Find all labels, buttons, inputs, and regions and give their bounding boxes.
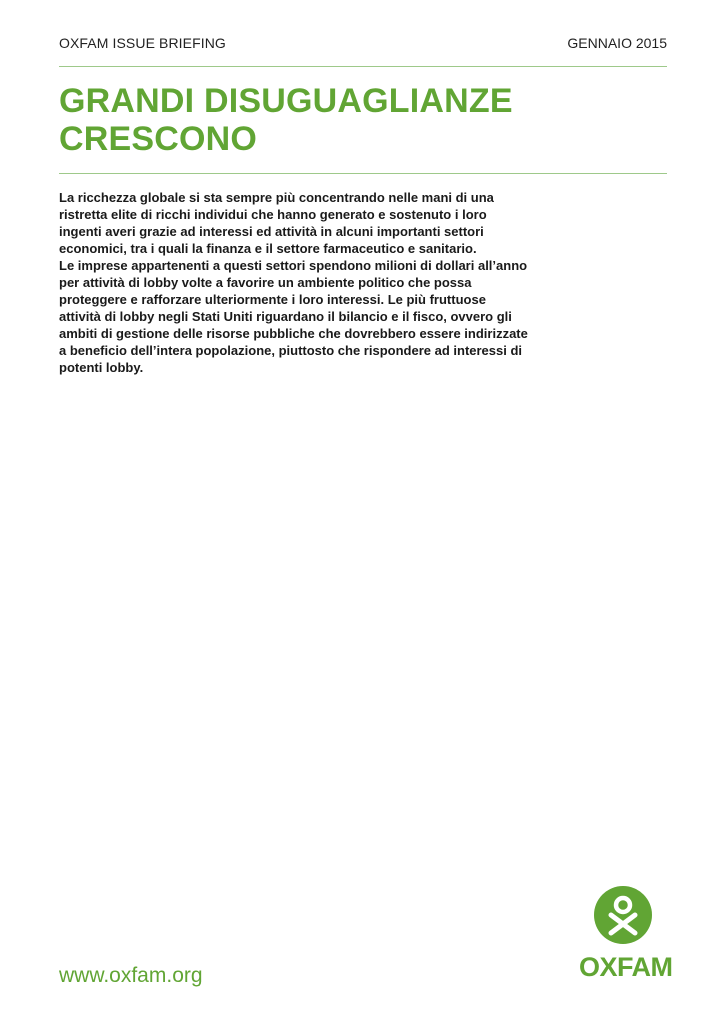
title-line-1: GRANDI DISUGUAGLIANZE	[59, 82, 513, 120]
summary-line: ristretta elite di ricchi individui che hanno generato e sostenuto i loro	[59, 207, 487, 222]
summary-line: Le imprese appartenenti a questi settori spendono milioni di dollari all’anno	[59, 258, 528, 273]
summary-paragraph	[59, 189, 559, 376]
summary-line: potenti lobby.	[59, 360, 144, 375]
summary-line: a beneficio dell’intera popolazione, piuttosto che rispondere ad interessi di	[59, 343, 523, 358]
summary-line: La ricchezza globale si sta sempre più concentrando nelle mani di una	[59, 190, 494, 205]
summary-line: ingenti averi grazie ad interessi ed attività in alcuni importanti settori	[59, 224, 484, 239]
summary-line: attività di lobby negli Stati Uniti riguardano il bilancio e il fisco, ovvero gli	[59, 309, 512, 324]
publication-date: GENNAIO 2015	[567, 35, 667, 51]
title-divider	[59, 173, 667, 174]
top-divider	[59, 66, 667, 67]
website-link[interactable]: www.oxfam.org	[59, 964, 203, 987]
summary-line: proteggere e rafforzare ulteriormente i loro interessi. Le più fruttuose	[59, 292, 486, 307]
summary-line: economici, tra i quali la finanza e il settore farmaceutico e sanitario.	[59, 241, 477, 256]
oxfam-logo	[579, 886, 673, 986]
publication-series: OXFAM ISSUE BRIEFING	[59, 35, 226, 51]
summary-line: ambiti di gestione delle risorse pubbliche che dovrebbero essere indirizzate	[59, 326, 528, 341]
oxfam-person-logo-icon	[594, 886, 652, 944]
page-title	[59, 82, 659, 158]
logo-wordmark: OXFAM	[579, 952, 673, 982]
title-line-2: CRESCONO	[59, 120, 258, 158]
summary-line: per attività di lobby volte a favorire un ambiente politico che possa	[59, 275, 472, 290]
